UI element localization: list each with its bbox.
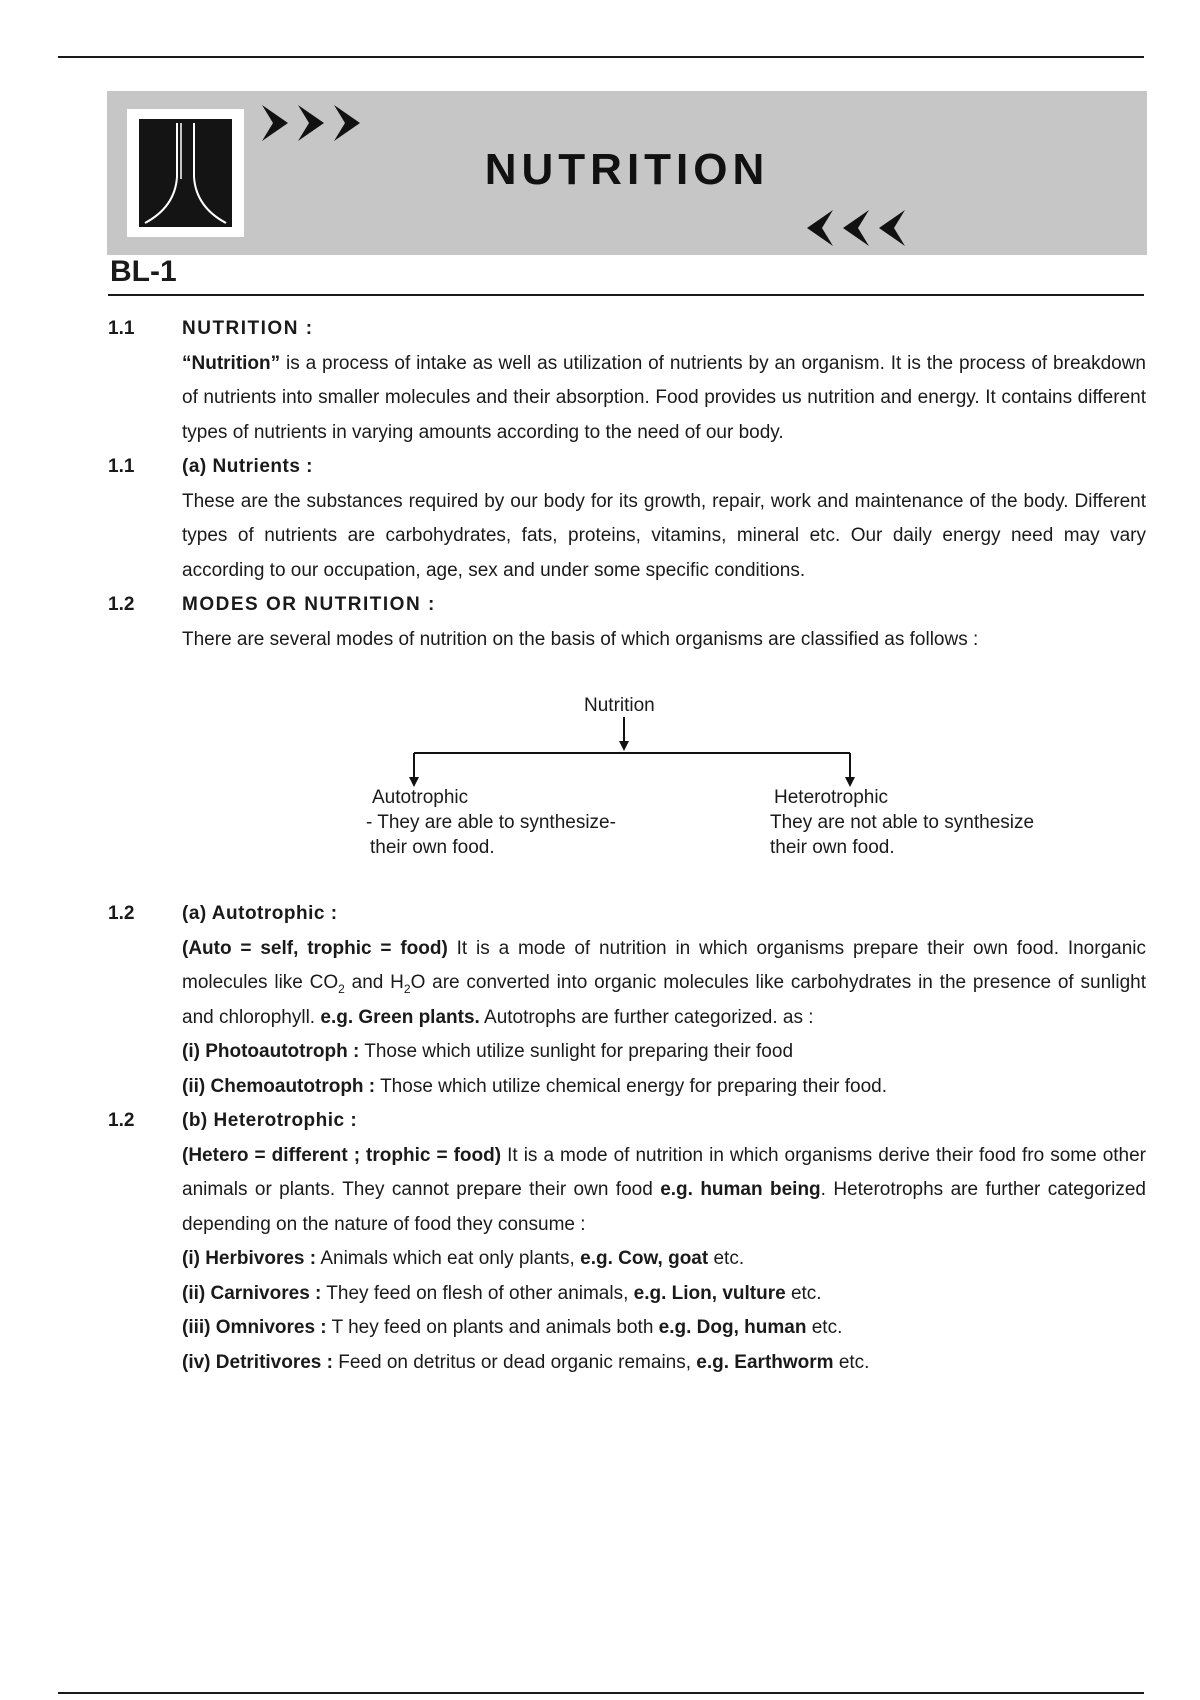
example: e.g. human being bbox=[660, 1179, 821, 1200]
list-item bbox=[108, 1242, 1146, 1277]
term-auto: (Auto = self, trophic = food) bbox=[182, 937, 448, 959]
list-item bbox=[108, 1070, 1146, 1105]
item-label: (iii) Omnivores : bbox=[182, 1317, 327, 1338]
example: e.g. Green plants. bbox=[320, 1006, 480, 1028]
diagram-left-line1: - They are able to synthesize- bbox=[366, 812, 616, 833]
term-hetero: (Hetero = different ; trophic = food) bbox=[182, 1144, 502, 1166]
section-title: (a) Nutrients : bbox=[182, 456, 313, 477]
paragraph bbox=[108, 623, 1146, 658]
section-number: 1.1 bbox=[108, 456, 135, 477]
term-nutrition: “Nutrition” bbox=[182, 352, 281, 374]
chevrons-right-icon bbox=[262, 101, 377, 145]
subscript: 2 bbox=[403, 981, 411, 996]
section-heading bbox=[108, 1104, 1146, 1139]
section-title: NUTRITION : bbox=[182, 318, 314, 339]
diagram-root: Nutrition bbox=[584, 695, 655, 716]
example: e.g. Lion, vulture bbox=[633, 1282, 786, 1304]
item-label: (ii) Chemoautotroph : bbox=[182, 1075, 376, 1097]
section-number: 1.2 bbox=[108, 903, 135, 924]
diagram-right-title: Heterotrophic bbox=[774, 787, 889, 808]
chapter-title: NUTRITION bbox=[484, 145, 770, 194]
section-title: (a) Autotrophic : bbox=[182, 903, 338, 924]
paragraph-text: It is a mode of nutrition in which organisms derive their food fro some other animals or plants. They cannot prepare their own food bbox=[182, 1144, 1146, 1200]
section-title: MODES OR NUTRITION : bbox=[182, 594, 436, 615]
item-label: (iv) Detritivores : bbox=[182, 1351, 333, 1373]
list-item bbox=[108, 1277, 1146, 1312]
item-tail: etc. bbox=[833, 1351, 870, 1373]
paragraph-text: O are converted into organic molecules like carbohydrates in the presence of sunlight and chlorophyll. bbox=[182, 972, 1146, 1028]
top-rule bbox=[58, 56, 1144, 58]
paragraph bbox=[108, 1139, 1146, 1243]
paragraph-text: . Heterotrophs are further categorized depending on the nature of food they consume : bbox=[182, 1179, 1146, 1235]
list-item bbox=[108, 1311, 1146, 1346]
section-number: 1.1 bbox=[108, 318, 135, 339]
paragraph-text: There are several modes of nutrition on the basis of which organisms are classified as follows : bbox=[182, 628, 979, 650]
example: e.g. Cow, goat bbox=[580, 1248, 709, 1269]
paragraph bbox=[108, 347, 1146, 451]
diagram-right-line2: their own food. bbox=[770, 837, 895, 858]
paragraph-text: and H bbox=[344, 972, 404, 993]
list-item bbox=[108, 1346, 1146, 1381]
item-tail: etc. bbox=[708, 1248, 745, 1269]
section-heading bbox=[108, 312, 1146, 347]
paragraph-text: is a process of intake as well as utilization of nutrients by an organism. It is the process of breakdown of nutrients into smaller molecules and their absorption. Food provides us nutrition and energy. It contains different types of nutrients in varying amounts according to the need of our body. bbox=[182, 352, 1146, 443]
item-tail: etc. bbox=[785, 1282, 822, 1304]
item-text: They feed on flesh of other animals, bbox=[321, 1282, 634, 1304]
diagram-left-line2: their own food. bbox=[370, 837, 495, 858]
item-text: T hey feed on plants and animals both bbox=[326, 1317, 659, 1338]
list-item bbox=[108, 1035, 1146, 1070]
section-heading bbox=[108, 588, 1146, 623]
section-number: 1.2 bbox=[108, 594, 135, 615]
subscript: 2 bbox=[338, 981, 345, 996]
item-label: (i) Photoautotroph : bbox=[182, 1041, 360, 1062]
diagram-left-title: Autotrophic bbox=[372, 787, 469, 808]
diagram-right-line1: They are not able to synthesize bbox=[770, 812, 1035, 833]
paragraph-text: Autotrophs are further categorized. as : bbox=[479, 1006, 814, 1028]
chapter-code: BL-1 bbox=[110, 255, 177, 288]
paragraph-text: It is a mode of nutrition in which organisms prepare their own food. Inorganic molecules like CO bbox=[182, 937, 1146, 993]
section-heading bbox=[108, 450, 1146, 485]
section-heading bbox=[108, 897, 1146, 932]
chapter-banner bbox=[107, 91, 1147, 255]
paragraph bbox=[108, 932, 1146, 1036]
item-label: (ii) Carnivores : bbox=[182, 1282, 322, 1304]
section-title: (b) Heterotrophic : bbox=[182, 1110, 358, 1131]
item-text: Animals which eat only plants, bbox=[316, 1248, 581, 1269]
item-label: (i) Herbivores : bbox=[182, 1248, 317, 1269]
bottom-rule bbox=[58, 1692, 1144, 1694]
section-number: 1.2 bbox=[108, 1110, 135, 1131]
section-rule bbox=[108, 294, 1144, 296]
paragraph bbox=[108, 485, 1146, 589]
example: e.g. Earthworm bbox=[696, 1351, 834, 1373]
item-text: Those which utilize chemical energy for preparing their food. bbox=[375, 1075, 887, 1097]
item-text: Those which utilize sunlight for preparing their food bbox=[359, 1041, 794, 1062]
nutrition-diagram bbox=[108, 657, 1146, 897]
item-tail: etc. bbox=[806, 1317, 843, 1338]
item-text: Feed on detritus or dead organic remains, bbox=[332, 1351, 697, 1373]
paragraph-text: These are the substances required by our body for its growth, repair, work and maintenance of the body. Different types of nutrients are carbohydrates, fats, proteins, vitamins, mineral etc. Our daily energy need may vary according to our occupation, age, sex and under some specific conditions. bbox=[182, 490, 1146, 581]
chevrons-left-icon bbox=[807, 206, 917, 250]
example: e.g. Dog, human bbox=[658, 1317, 807, 1338]
content bbox=[108, 312, 1146, 1380]
